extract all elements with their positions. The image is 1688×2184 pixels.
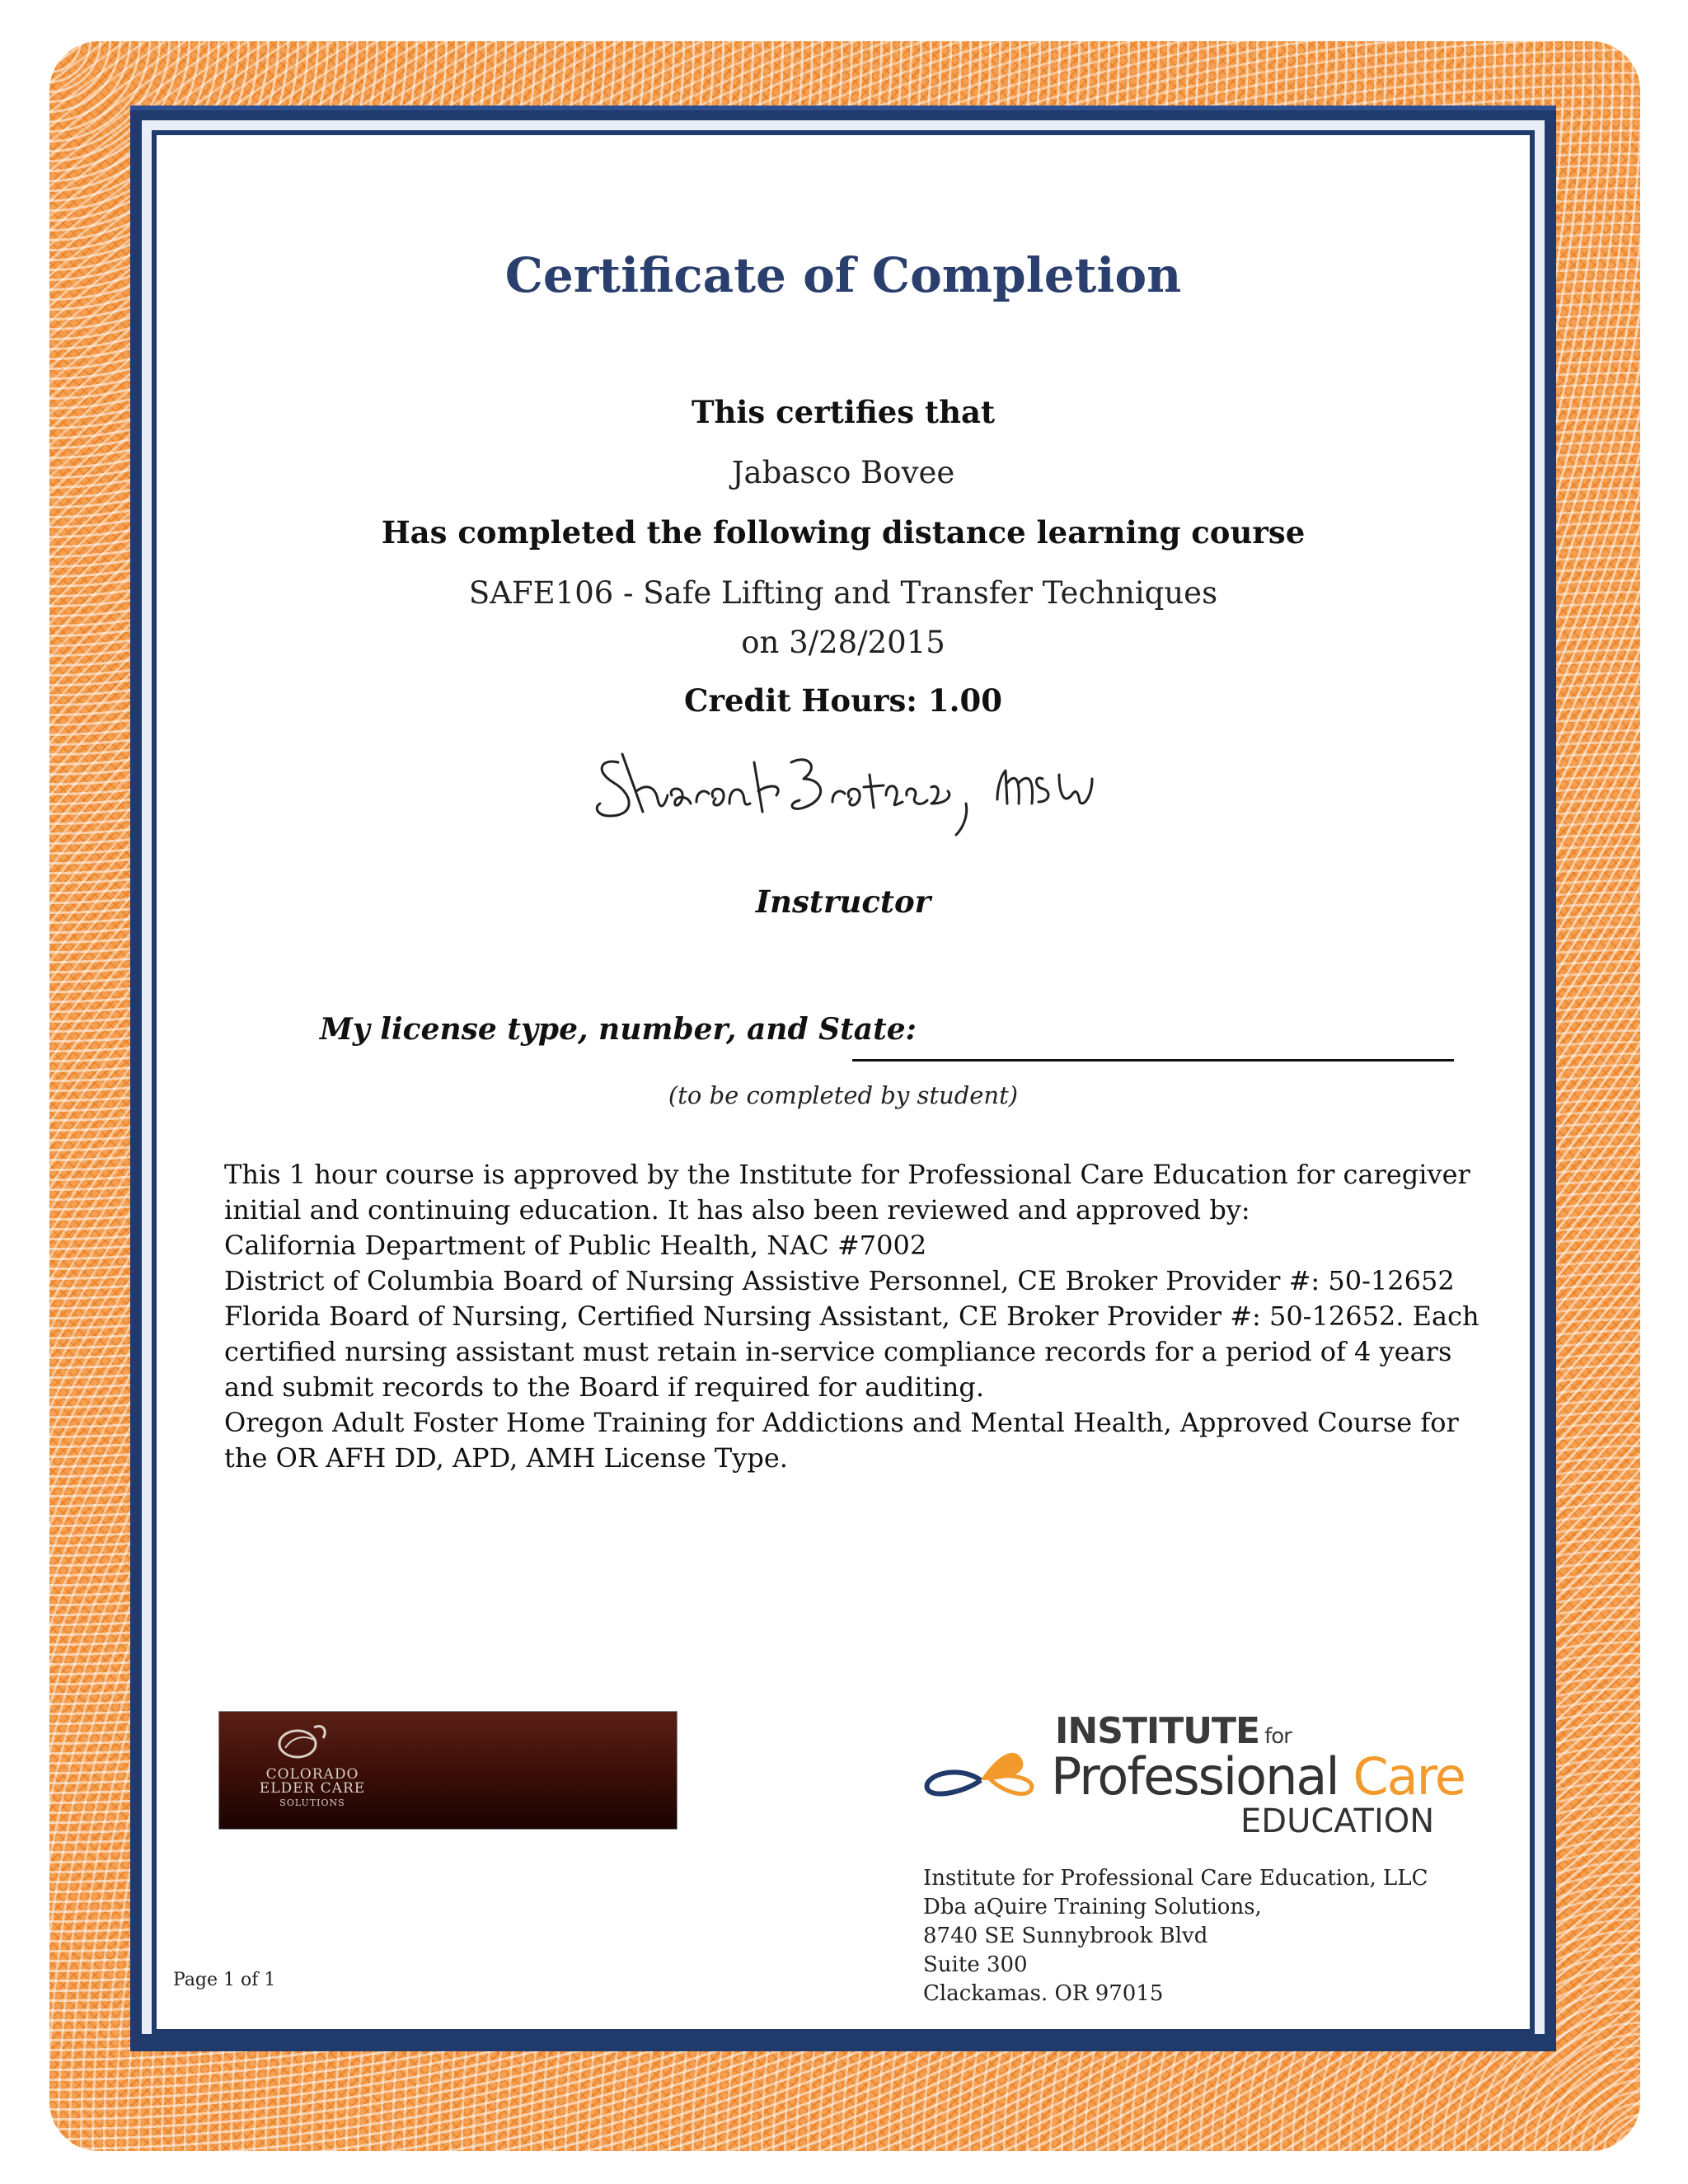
license-label: My license type, number, and State:: [320, 1012, 917, 1047]
approval-line: Oregon Adult Foster Home Training for Addictions and Mental Health, Approved Course for: [224, 1407, 1459, 1438]
approval-line: Florida Board of Nursing, Certified Nursing Assistant, CE Broker Provider #: 50-12652. Each: [224, 1301, 1479, 1332]
course-name: SAFE106 - Safe Lifting and Transfer Techniques: [468, 575, 1218, 611]
address-line: Dba aQuire Training Solutions,: [923, 1895, 1262, 1919]
approval-text: [224, 1157, 1510, 1476]
instructor-label: Instructor: [755, 883, 931, 920]
approval-line: initial and continuing education. It has also been reviewed and approved by:: [224, 1194, 1250, 1226]
license-entry-line: [852, 1059, 1454, 1062]
credit-hours: Credit Hours: 1.00: [684, 682, 1002, 719]
address-line: Clackamas. OR 97015: [923, 1981, 1164, 2006]
approval-line: California Department of Public Health, NAC #7002: [224, 1230, 927, 1261]
logo-text: ELDER CARE: [259, 1780, 366, 1797]
logo-text: COLORADO: [265, 1766, 359, 1783]
colorado-elder-care-logo: [218, 1711, 678, 1830]
logo-text: for: [1264, 1724, 1292, 1749]
page-number: Page 1 of 1: [173, 1970, 276, 1990]
student-note: (to be completed by student): [668, 1081, 1019, 1109]
leaf-icon: [269, 1715, 335, 1765]
logo-text: INSTITUTE: [1055, 1710, 1260, 1752]
address-line: Institute for Professional Care Education, LLC: [923, 1866, 1428, 1891]
logo-text: SOLUTIONS: [279, 1797, 345, 1808]
completed-label: Has completed the following distance learning course: [381, 514, 1306, 551]
logo-text: EDUCATION: [1240, 1802, 1435, 1840]
approval-line: and submit records to the Board if required for auditing.: [224, 1371, 984, 1403]
certificate-title: Certificate of Completion: [504, 247, 1182, 303]
logo-text: Professional: [1051, 1746, 1339, 1807]
student-name: Jabasco Bovee: [731, 455, 955, 490]
instructor-signature: [585, 738, 1113, 845]
butterfly-icon: [915, 1735, 1051, 1809]
approval-line: This 1 hour course is approved by the Institute for Professional Care Education for caregiver: [224, 1159, 1470, 1190]
address-line: 8740 SE Sunnybrook Blvd: [923, 1924, 1208, 1948]
address-block: [923, 1864, 1428, 2008]
address-line: Suite 300: [923, 1952, 1028, 1977]
approval-line: District of Columbia Board of Nursing Assistive Personnel, CE Broker Provider #: 50-12652: [224, 1265, 1455, 1296]
certifies-label: This certifies that: [691, 394, 996, 430]
approval-line: the OR AFH DD, APD, AMH License Type.: [224, 1442, 788, 1474]
logo-text: Care: [1353, 1746, 1465, 1807]
approval-line: certified nursing assistant must retain in-service compliance records for a period of 4 years: [224, 1336, 1452, 1367]
completion-date: on 3/28/2015: [741, 625, 945, 660]
institute-logo: [915, 1710, 1465, 1842]
